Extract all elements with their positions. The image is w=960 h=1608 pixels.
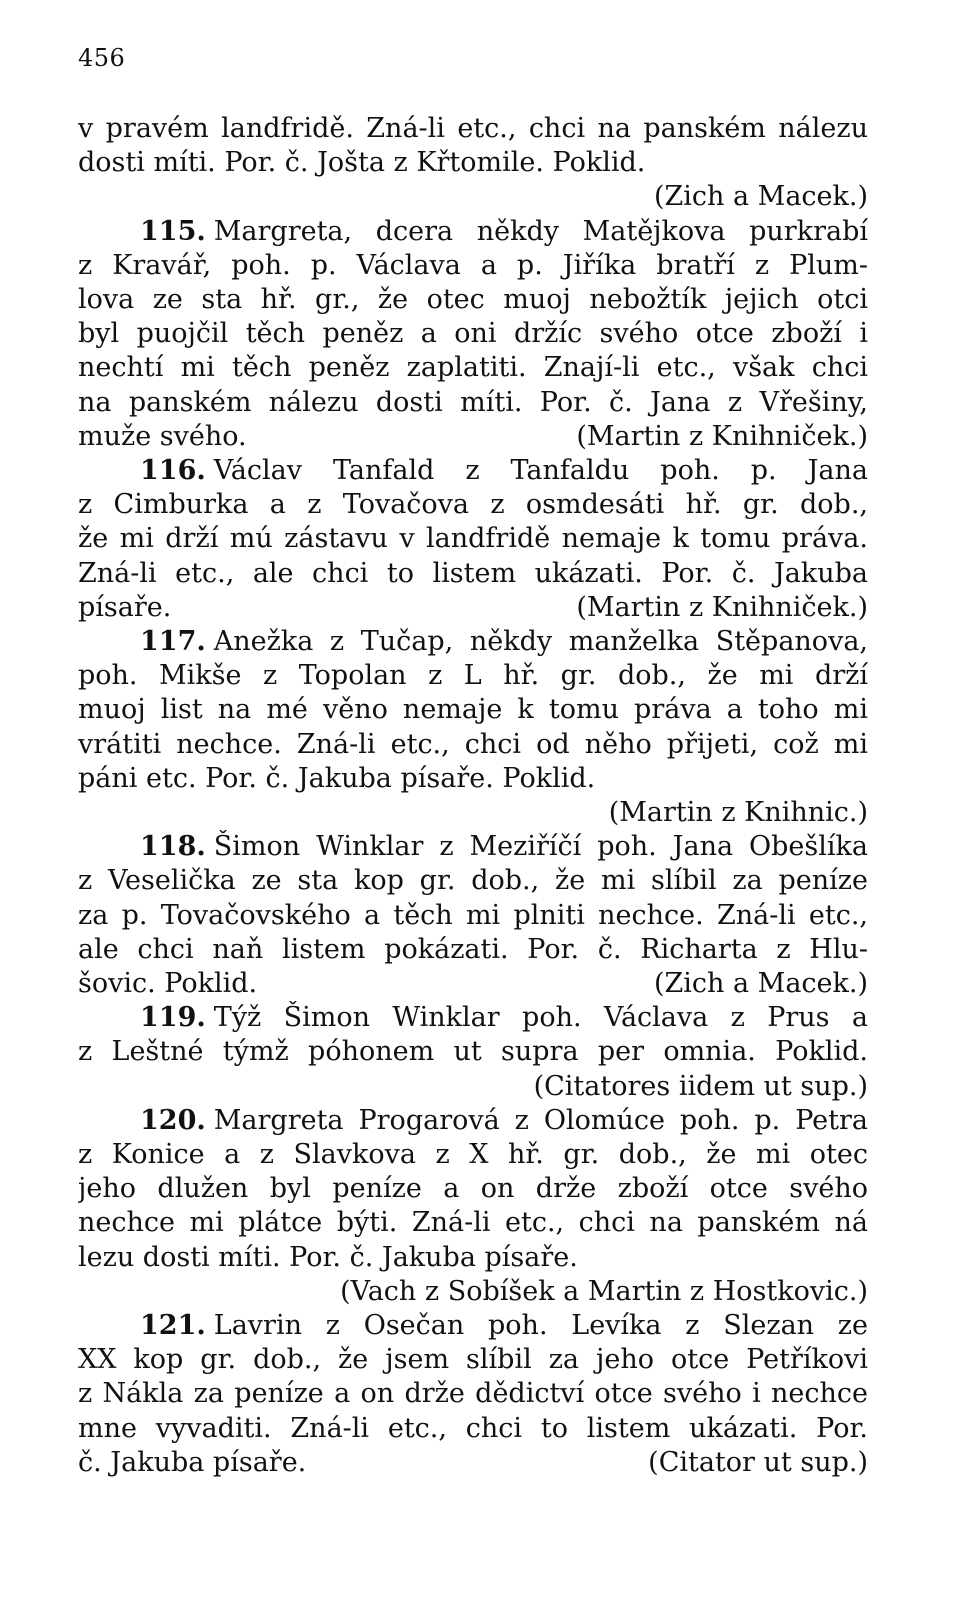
line-text: písaře. (78, 592, 172, 623)
signature-note: (Citatores iidem ut sup.) (533, 1071, 868, 1102)
line-text: vrátiti nechce. Zná-li etc., chci od něho přijeti, což mi (78, 729, 868, 760)
line-text: z Nákla za peníze a on drže dědictví otce svého i nechce (78, 1378, 868, 1409)
line-text: poh. Mikše z Topolan z L hř. gr. dob., že mi drží (78, 660, 868, 691)
text-line (78, 1206, 868, 1240)
text-line (140, 454, 868, 488)
line-text: z Cimburka a z Tovačova z osmdesáti hř. gr. dob., (78, 489, 868, 520)
text-line (78, 488, 868, 522)
text-line (78, 180, 868, 214)
line-text: XX kop gr. dob., že jsem slíbil za jeho otce Petříkovi (78, 1344, 868, 1375)
signature-note: (Vach z Sobíšek a Martin z Hostkovic.) (340, 1276, 868, 1307)
text-line (78, 762, 868, 796)
line-text: lova ze sta hř. gr., že otec muoj nebožtík jejich otci (78, 284, 868, 315)
line-text: ale chci naň listem pokázati. Por. č. Richarta z Hlu- (78, 934, 868, 965)
line-text: páni etc. Por. č. Jakuba písaře. Poklid. (78, 763, 596, 794)
text-line (78, 1035, 868, 1069)
text-line (78, 522, 868, 556)
line-text: Šimon Winklar z Meziříčí poh. Jana Obešlíka (213, 831, 868, 862)
text-line (78, 933, 868, 967)
text-line (78, 1138, 868, 1172)
text-line (78, 146, 868, 180)
text-line (140, 1001, 868, 1035)
line-text: nechce mi plátce býti. Zná-li etc., chci na panském ná (78, 1207, 868, 1238)
signature-note: (Martin z Knihniček.) (576, 421, 868, 452)
line-text: muoj list na mé věno nemaje k tomu práva a toho mi (78, 694, 868, 725)
line-text: lezu dosti míti. Por. č. Jakuba písaře. (78, 1242, 578, 1273)
text-line (78, 899, 868, 933)
line-text: dosti míti. Por. č. Jošta z Křtomile. Poklid. (78, 147, 646, 178)
line-text: Lavrin z Osečan poh. Levíka z Slezan ze (213, 1310, 868, 1341)
text-line (78, 112, 868, 146)
signature-note: (Zich a Macek.) (653, 968, 868, 999)
text-line (140, 1104, 868, 1138)
text-line (78, 1377, 868, 1411)
line-text: z Veselička ze sta kop gr. dob., že mi slíbil za peníze (78, 865, 868, 896)
line-text: byl puojčil těch peněz a oni držíc svého otce zboží i (78, 318, 868, 349)
signature-note: (Citator ut sup.) (648, 1447, 868, 1478)
entry-number: 118. (140, 831, 206, 862)
line-text: mne vyvaditi. Zná-li etc., chci to listem ukázati. Por. (78, 1413, 868, 1444)
line-text: z Konice a z Slavkova z X hř. gr. dob., že mi otec (78, 1139, 868, 1170)
text-line (78, 864, 868, 898)
text-line (78, 317, 868, 351)
text-line (78, 249, 868, 283)
line-text: Zná-li etc., ale chci to listem ukázati. Por. č. Jakuba (78, 558, 868, 589)
line-text: z Leštné týmž póhonem ut supra per omnia. Poklid. (78, 1036, 868, 1067)
entry-number: 116. (140, 455, 206, 486)
page-number: 456 (78, 44, 126, 72)
text-line (78, 283, 868, 317)
text-line (140, 1309, 868, 1343)
signature-note: (Zich a Macek.) (653, 181, 868, 212)
text-line (78, 351, 868, 385)
text-line (140, 830, 868, 864)
line-text: Anežka z Tučap, někdy manželka Stěpanova, (213, 626, 868, 657)
entry-number: 117. (140, 626, 206, 657)
line-text: muže svého. (78, 421, 247, 452)
line-text: šovic. Poklid. (78, 968, 258, 999)
line-text: z Kravář, poh. p. Václava a p. Jiříka bratří z Plum- (78, 250, 868, 281)
line-text: že mi drží mú zástavu v landfridě nemaje k tomu práva. (78, 523, 868, 554)
text-line (78, 1241, 868, 1275)
text-line (78, 659, 868, 693)
line-text: Václav Tanfald z Tanfaldu poh. p. Jana (213, 455, 868, 486)
line-text: Margreta, dcera někdy Matějkova purkrabí (213, 216, 868, 247)
entry-number: 119. (140, 1002, 206, 1033)
entry-number: 121. (140, 1310, 206, 1341)
text-line (78, 693, 868, 727)
text-line (78, 1275, 868, 1309)
line-text: č. Jakuba písaře. (78, 1447, 307, 1478)
line-text: jeho dlužen byl peníze a on drže zboží otce svého (78, 1173, 868, 1204)
text-line (78, 1070, 868, 1104)
text-line (78, 1412, 868, 1446)
signature-note: (Martin z Knihniček.) (576, 592, 868, 623)
text-line (78, 591, 868, 625)
signature-note: (Martin z Knihnic.) (608, 797, 868, 828)
text-line (78, 1172, 868, 1206)
line-text: v pravém landfridě. Zná-li etc., chci na panském nálezu (78, 113, 868, 144)
line-text: Margreta Progarová z Olomúce poh. p. Petra (213, 1105, 868, 1136)
text-line (78, 386, 868, 420)
text-line (78, 1446, 868, 1480)
text-line (78, 1343, 868, 1377)
line-text: nechtí mi těch peněz zaplatiti. Znají-li etc., však chci (78, 352, 868, 383)
text-line (78, 728, 868, 762)
text-line (78, 967, 868, 1001)
line-text: na panském nálezu dosti míti. Por. č. Jana z Vřešiny, (78, 387, 868, 418)
text-line (78, 557, 868, 591)
entry-number: 115. (140, 216, 206, 247)
text-line (140, 625, 868, 659)
text-line (140, 215, 868, 249)
entry-number: 120. (140, 1105, 206, 1136)
text-line (78, 420, 868, 454)
line-text: Týž Šimon Winklar poh. Václava z Prus a (213, 1002, 868, 1033)
text-line (78, 796, 868, 830)
line-text: za p. Tovačovského a těch mi plniti nechce. Zná-li etc., (78, 900, 868, 931)
